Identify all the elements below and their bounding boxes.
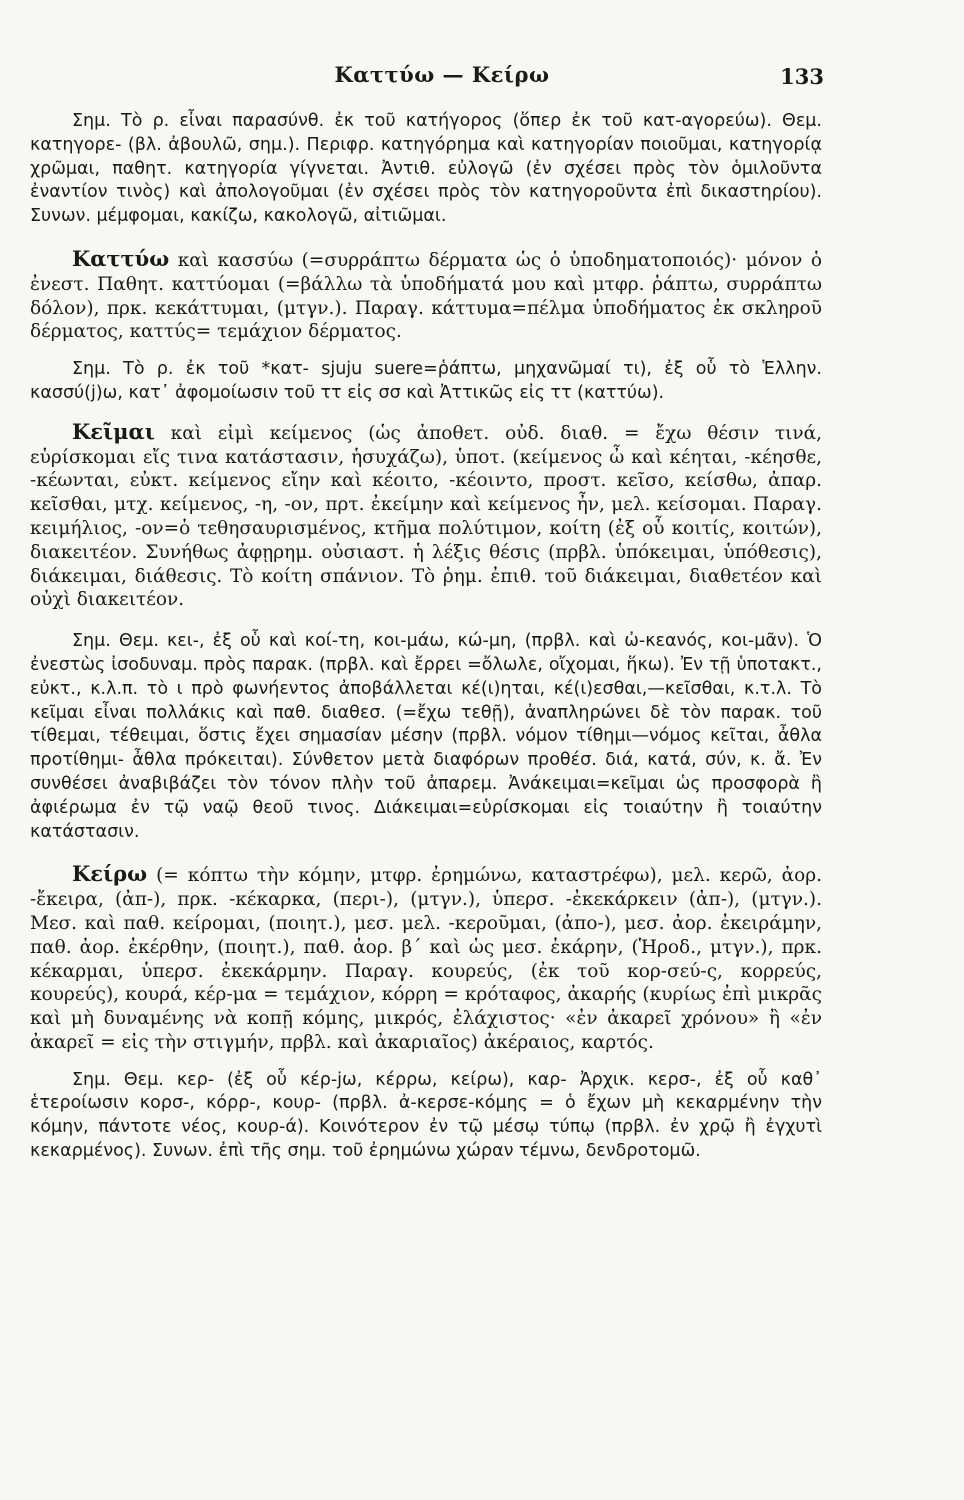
entry-text: καὶ κασσύω (=συρράπτω δέρματα ὡς ὁ ὑποδηματοποιός)· μόνον ὁ ἐνεστ. Παθητ. καττύομαι (=βάλλω τὰ ὑποδήματά μου καὶ μτφρ. ῥάπτω, συρράπτω δόλον), πρκ. κεκάττυμαι, (μτγν.). Παραγ. κάττυμα=πέλμα ὑποδήματος ἐκ σκληροῦ δέρματος, καττύς= τεμάχιον δέρματος. (30, 249, 822, 343)
note-text: Σημ. Τὸ ρ. εἶναι παρασύνθ. ἐκ τοῦ κατήγορος (ὅπερ ἐκ τοῦ κατ-αγορεύω). Θεμ. κατηγορε- (βλ. ἀβουλῶ, σημ.). Περιφρ. κατηγόρημα καὶ κατηγορίαν ποιοῦμαι, κατηγορίᾳ χρῶμαι, παθητ. κατηγορία γίγνεται. Ἀντιθ. εὐλογῶ (ἐν σχέσει πρὸς τὸν ὁμιλοῦντα ἐναντίον τινὸς) καὶ ἀπολογοῦμαι (ἐν σχέσει πρὸς τὸν κατηγοροῦντα ἐπὶ δικαστηρίου). Συνων. μέμφομαι, κακίζω, κακολογῶ, αἰτιῶμαι. (30, 111, 822, 227)
entry-keiro (30, 862, 822, 1054)
entry-kattyo (30, 247, 822, 344)
note-kattyo (30, 358, 822, 406)
entry-text: καὶ εἰμὶ κείμενος (ὡς ἀποθετ. οὐδ. διαθ. = ἔχω θέσιν τινά, εὑρίσκομαι εἴς τινα κατάστασιν, ἡσυχάζω), ὑποτ. (κείμενος ὦ καὶ κέηται, -κέησθε, -κέωνται, εὐκτ. κείμενος εἴην καὶ κέοιτο, -κέοιντο, προστ. κεῖσο, κείσθω, ἀπαρ. κεῖσθαι, μτχ. κείμενος, -η, -ον, πρτ. ἐκείμην καὶ κείμενος ἦν, μελ. κείσομαι. Παραγ. κειμήλιος, -ον=ὁ τεθησαυρισμένος, κτῆμα πολύτιμον, κοίτη (ἐξ οὗ κοιτίς, κοιτών), διακειτέον. Συνήθως ἀφῃρημ. οὐσιαστ. ἡ λέξις θέσις (πρβλ. ὑπόκειμαι, ὑπόθεσις), διάκειμαι, διάθεσις. Τὸ κοίτη σπάνιον. Τὸ ῥημ. ἐπιθ. τοῦ διάκειμαι, διαθετέον καὶ οὐχὶ διακειτέον. (30, 422, 822, 611)
running-head (60, 62, 824, 98)
entry-headword: Κεῖμαι (72, 418, 155, 444)
running-head-title: Καττύω — Κείρω (334, 62, 550, 87)
note-text: Σημ. Θεμ. κερ- (ἐξ οὗ κέρ-jω, κέρρω, κείρω), καρ- Ἀρχικ. κερσ-, ἐξ οὗ καθ᾽ ἑτεροίωσιν κορσ-, κόρρ-, κουρ- (πρβλ. ἀ-κερσε-κόμης = ὁ ἔχων μὴ κεκαρμένην τὴν κόμην, πάντοτε νέος, κουρ-ά). Κοινότερον ἐν τῷ μέσῳ τύπῳ (πρβλ. ἐν χρῷ ἢ ἐγχυτὶ κεκαρμένος). Συνων. ἐπὶ τῆς σημ. τοῦ ἐρημώνω χώραν τέμνω, δενδροτομῶ. (30, 1069, 822, 1162)
entry-keimai (30, 420, 822, 612)
page-body (30, 110, 822, 1164)
note-keimai (30, 630, 822, 844)
note-text: Σημ. Θεμ. κει-, ἐξ οὗ καὶ κοί-τη, κοι-μάω, κώ-μη, (πρβλ. καὶ ὠ-κεανός, κοι-μᾶν). Ὁ ἐνεστὼς ἰσοδυναμ. πρὸς παρακ. (πρβλ. καὶ ἔρρει =ὄλωλε, οἴχομαι, ἥκω). Ἐν τῇ ὑποτακτ., εὐκτ., κ.λ.π. τὸ ι πρὸ φωνήεντος ἀποβάλλεται κέ(ι)ηται, κέ(ι)εσθαι,—κεῖσθαι, κ.τ.λ. Τὸ κεῖμαι εἶναι πολλάκις καὶ παθ. διαθεσ. (=ἔχω τεθῇ), ἀναπληρώνει δὲ τὸν παρακ. τοῦ τίθεμαι, τέθειμαι, ὅστις ἔχει σημασίαν μέσην (πρβλ. νόμον τίθημι—νόμος κεῖται, ἆθλα προτίθημι- ἆθλα πρόκειται). Σύνθετον μετὰ διαφόρων προθέσ. διά, κατά, σύν, κ. ἄ. Ἐν συνθέσει ἀναβιβάζει τὸν τόνον πλὴν τοῦ ἀπαρεμ. Ἀνάκειμαι=κεῖμαι ὡς προσφορὰ ἢ ἀφιέρωμα ἐν τῷ ναῷ θεοῦ τινος. Διάκειμαι=εὑρίσκομαι εἰς τοιαύτην ἢ τοιαύτην κατάστασιν. (30, 631, 822, 842)
note-kategoros (30, 110, 822, 229)
entry-headword: Καττύω (72, 245, 170, 271)
entry-text: (= κόπτω τὴν κόμην, μτφρ. ἐρημώνω, καταστρέφω), μελ. κερῶ, ἀορ. -ἔκειρα, (ἀπ-), πρκ. -κέκαρκα, (περι-), (μτγν.), ὑπερσ. -ἐκεκάρκειν (ἀπ-), (μτγν.). Μεσ. καὶ παθ. κείρομαι, (ποιητ.), μεσ. μελ. -κεροῦμαι, (ἀπο-), μεσ. ἀορ. ἐκειράμην, παθ. ἀορ. ἐκέρθην, (ποιητ.), παθ. ἀορ. β΄ καὶ ὡς μεσ. ἐκάρην, (Ἡροδ., μτγν.), πρκ. κέκαρμαι, ὑπερσ. ἐκεκάρμην. Παραγ. κουρεύς, (ἐκ τοῦ κορ-σεύ-ς, κορρεύς, κουρεύς), κουρά, κέρ-μα = τεμάχιον, κόρρη = κρόταφος, ἀκαρής (κυρίως ἐπὶ μικρᾶς καὶ μὴ δυναμένης νὰ κοπῇ κόμης, μικρός, ἐλάχιστος· «ἐν ἀκαρεῖ χρόνου» ἢ «ἐν ἀκαρεῖ = εἰς τὴν στιγμήν, πρβλ. καὶ ἀκαριαῖος) ἀκέραιος, καρτός. (30, 865, 822, 1053)
page-number: 133 (780, 64, 824, 89)
note-text: Σημ. Τὸ ρ. ἐκ τοῦ *κατ- sjuju suere=ῥάπτω, μηχανῶμαί τι), ἐξ οὗ τὸ Ἑλλην. κασσύ(j)ω, κατ᾽ ἀφομοίωσιν τοῦ ττ εἰς σσ καὶ Ἀττικῶς εἰς ττ (καττύω). (30, 359, 822, 403)
note-keiro (30, 1069, 822, 1164)
entry-headword: Κείρω (72, 861, 148, 887)
